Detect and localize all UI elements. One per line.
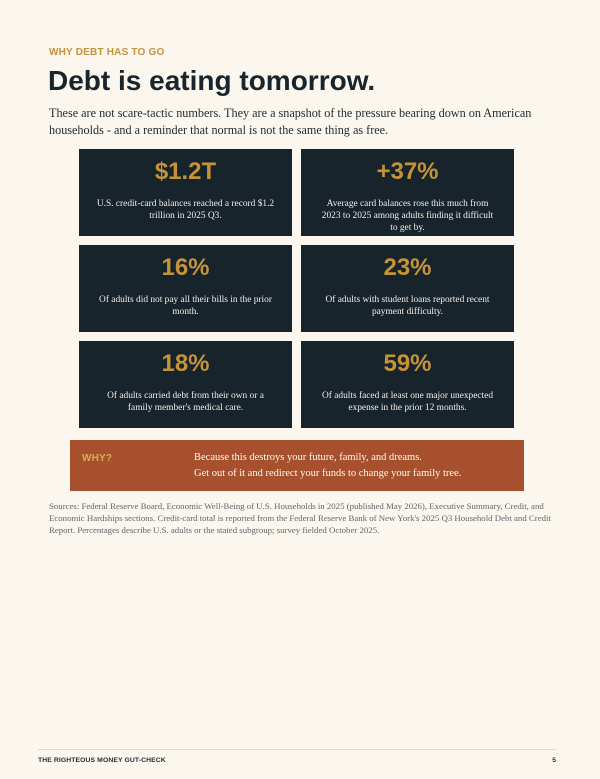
section-eyebrow: WHY DEBT HAS TO GO xyxy=(49,47,165,58)
page-title: Debt is eating tomorrow. xyxy=(48,65,376,96)
stat-value: 59% xyxy=(383,350,432,377)
stat-value: 23% xyxy=(383,254,432,281)
why-callout xyxy=(70,440,524,491)
stat-value: 16% xyxy=(161,254,210,281)
stat-card-student-loans xyxy=(301,245,514,332)
sources-note: Sources: Federal Reserve Board, Economic Well-Being of U.S. Households in 2025 (published May 2026), Executive Summary, Credit, and Economic Hardships sections. Credit-card total is reported from the Federal Reserve Bank of New York's 2025 Q3 Household Debt and Credit Report. Percentages describe U.S. adults or the stated subgroup; survey fielded October 2025. xyxy=(49,501,551,535)
why-line-one: Because this destroys your future, family, and dreams. xyxy=(194,452,422,463)
why-line-two: Get out of it and redirect your funds to change your family tree. xyxy=(194,468,462,479)
why-label: WHY? xyxy=(82,453,113,464)
page-number: 5 xyxy=(552,757,556,764)
stat-value: $1.2T xyxy=(154,158,217,185)
footer-book-title: THE RIGHTEOUS MONEY GUT-CHECK xyxy=(38,757,166,764)
stat-value: 18% xyxy=(161,350,210,377)
stat-description: Of adults with student loans reported recent payment difficulty. xyxy=(325,295,490,317)
stat-card-balance-growth xyxy=(301,149,514,236)
stat-description: Average card balances rose this much from 2023 to 2025 among adults finding it difficult to get by. xyxy=(321,199,494,233)
stat-description: Of adults did not pay all their bills in the prior month. xyxy=(99,295,272,317)
debt-statistics-grid xyxy=(79,149,514,428)
stat-card-unexpected-expense xyxy=(301,341,514,428)
footer-divider xyxy=(38,749,556,750)
stat-card-medical-debt xyxy=(79,341,292,428)
stat-description: Of adults faced at least one major unexpected expense in the prior 12 months. xyxy=(321,391,494,413)
stat-value: +37% xyxy=(376,158,439,185)
stat-card-credit-card-balances xyxy=(79,149,292,236)
stat-card-unpaid-bills xyxy=(79,245,292,332)
stat-description: Of adults carried debt from their own or a family member's medical care. xyxy=(107,391,264,413)
stat-description: U.S. credit-card balances reached a record $1.2 trillion in 2025 Q3. xyxy=(96,199,275,221)
intro-paragraph: These are not scare-tactic numbers. They are a snapshot of the pressure bearing down on American households - and a reminder that normal is not the same thing as free. xyxy=(49,106,532,137)
